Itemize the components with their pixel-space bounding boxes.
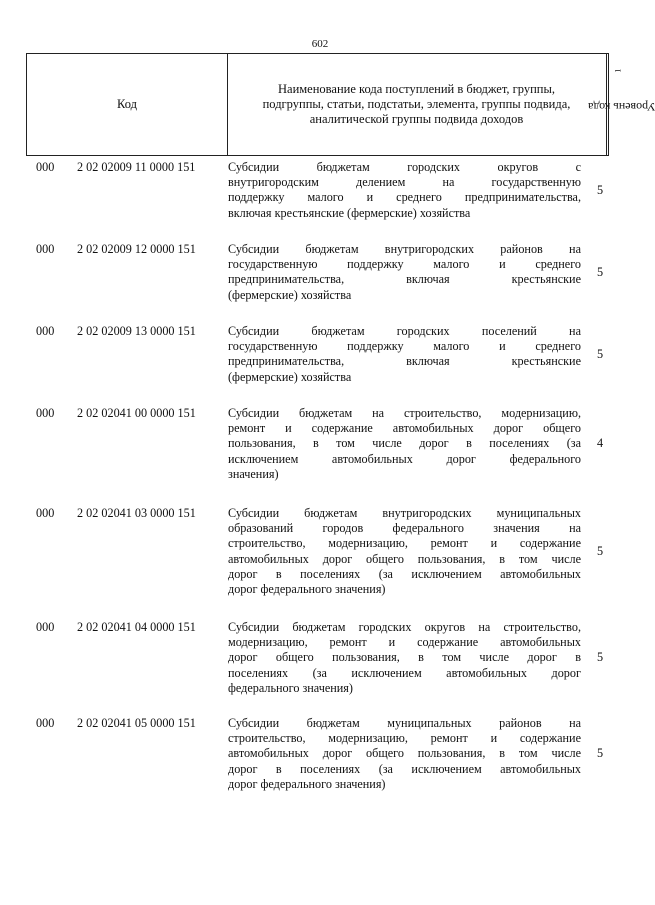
row-description-line: автомобильных дорог общего пользования, в том числе xyxy=(228,746,581,761)
row-description-line: модернизацию, ремонт и содержание автомобильных xyxy=(228,635,581,650)
row-level: 5 xyxy=(596,346,604,361)
row-description-line: (фермерские) хозяйства xyxy=(228,287,352,302)
header-level-wrapper xyxy=(587,68,655,141)
row-description-line: поселениях (за исключением автомобильных дорог xyxy=(228,665,581,680)
row-description-line: Субсидии бюджетам городских округов на строительство, xyxy=(228,620,581,634)
row-description-line: Субсидии бюджетам на строительство, модернизацию, xyxy=(228,406,581,420)
header-code xyxy=(27,54,228,155)
row-level: 5 xyxy=(596,650,604,665)
header-level-footnote: 1 xyxy=(613,68,623,73)
row-description-line: дорог в поселениях (за исключением автомобильных xyxy=(228,566,581,581)
row-description-line: государственную поддержку малого и среднего xyxy=(228,257,581,272)
row-description-line: Субсидии бюджетам внутригородских районов на xyxy=(228,242,581,256)
page-number: 602 xyxy=(311,38,329,50)
row-description-line: включая крестьянские (фермерские) хозяйства xyxy=(228,205,471,220)
row-description-line: значения) xyxy=(228,466,279,481)
row-admin-code: 000 xyxy=(36,620,55,634)
row-description-line: дорог в поселениях (за исключением автомобильных xyxy=(228,761,581,776)
header-name-label: Наименование кода поступлений в бюджет, группы, подгруппы, статьи, подстатьи, элемента, группы подвида, аналитической группы подвида доходов xyxy=(262,82,571,126)
row-admin-code: 000 xyxy=(36,716,55,730)
row-description xyxy=(228,160,581,221)
row-description-line: ремонт и содержание автомобильных дорог общего xyxy=(228,421,581,436)
row-description-line: государственную поддержку малого и среднего xyxy=(228,339,581,354)
row-description-line: строительство, модернизацию, ремонт и содержание xyxy=(228,731,581,746)
row-description xyxy=(228,324,581,385)
row-description xyxy=(228,506,581,597)
row-budget-code: 2 02 02009 13 0000 151 xyxy=(77,324,196,338)
row-description-line: дорог федерального значения) xyxy=(228,582,386,597)
row-description-line: внутригородским делением на государственную xyxy=(228,175,581,190)
row-description-line: образований городов федерального значения на xyxy=(228,521,581,536)
row-level: 5 xyxy=(596,264,604,279)
row-description-line: автомобильных дорог общего пользования, в том числе xyxy=(228,551,581,566)
row-description-line: Субсидии бюджетам муниципальных районов на xyxy=(228,716,581,730)
row-description xyxy=(228,242,581,303)
row-admin-code: 000 xyxy=(36,160,55,174)
row-admin-code: 000 xyxy=(36,406,55,420)
row-description-line: Субсидии бюджетам городских поселений на xyxy=(228,324,581,338)
row-description-line: федерального значения) xyxy=(228,680,353,695)
row-description-line: дорог общего пользования, в том числе дорог в xyxy=(228,650,581,665)
row-description xyxy=(228,620,581,696)
row-description-line: пользования, в том числе дорог в поселениях (за xyxy=(228,436,581,451)
row-budget-code: 2 02 02041 04 0000 151 xyxy=(77,620,196,634)
row-level: 5 xyxy=(596,746,604,761)
row-admin-code: 000 xyxy=(36,506,55,520)
row-description-line: Субсидии бюджетам городских округов с xyxy=(228,160,581,174)
row-budget-code: 2 02 02041 05 0000 151 xyxy=(77,716,196,730)
row-budget-code: 2 02 02041 00 0000 151 xyxy=(77,406,196,420)
row-admin-code: 000 xyxy=(36,324,55,338)
row-description-line: (фермерские) хозяйства xyxy=(228,369,352,384)
header-code-label: Код xyxy=(117,97,137,111)
row-description xyxy=(228,716,581,792)
row-level: 5 xyxy=(596,544,604,558)
header-level xyxy=(587,54,655,155)
row-budget-code: 2 02 02009 12 0000 151 xyxy=(77,242,196,256)
row-description-line: исключением автомобильных дорог федерального xyxy=(228,451,581,466)
row-description-line: поддержку малого и среднего предпринимательства, xyxy=(228,190,581,205)
row-description-line: предпринимательства, включая крестьянские xyxy=(228,354,581,369)
row-description-line: дорог федерального значения) xyxy=(228,776,386,791)
row-level: 5 xyxy=(596,182,604,197)
header-name xyxy=(227,54,607,155)
row-budget-code: 2 02 02009 11 0000 151 xyxy=(77,160,196,174)
row-admin-code: 000 xyxy=(36,242,55,256)
row-description xyxy=(228,406,581,482)
header-level-label: Уровень кода xyxy=(587,100,655,114)
row-description-line: предпринимательства, включая крестьянские xyxy=(228,272,581,287)
row-level: 4 xyxy=(596,436,604,451)
row-description-line: строительство, модернизацию, ремонт и содержание xyxy=(228,536,581,551)
table-header xyxy=(26,53,655,156)
row-budget-code: 2 02 02041 03 0000 151 xyxy=(77,506,196,520)
row-description-line: Субсидии бюджетам внутригородских муниципальных xyxy=(228,506,581,520)
